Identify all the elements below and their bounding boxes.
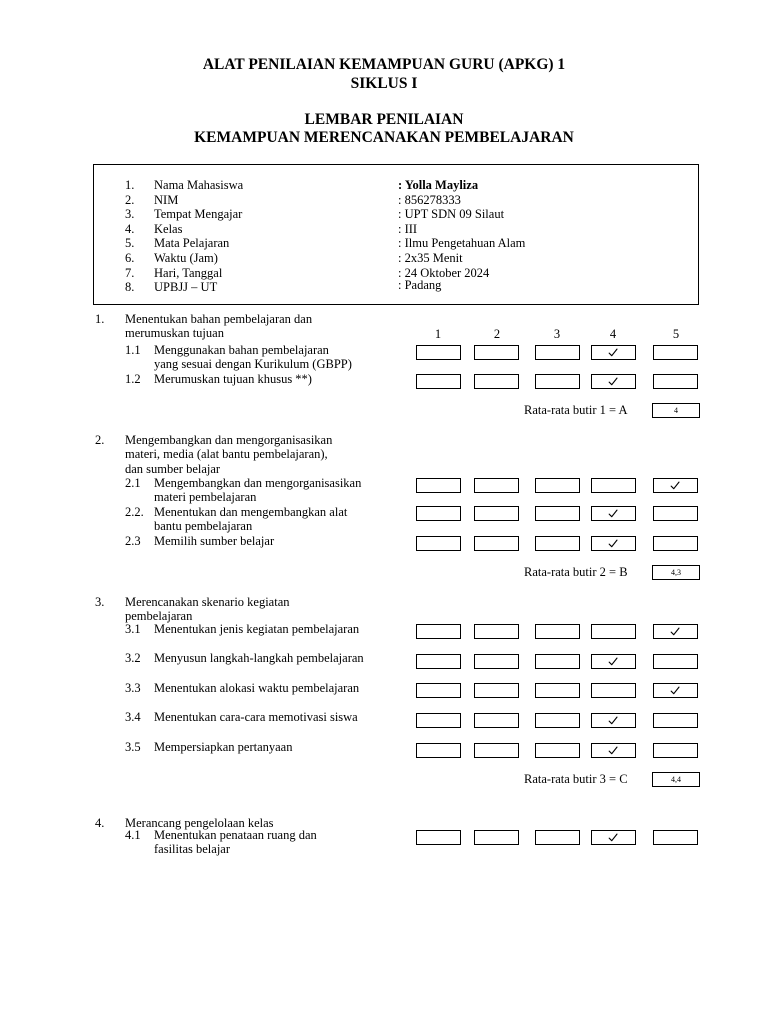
score-box-2[interactable]: [474, 743, 519, 758]
item-number: 3.2: [125, 651, 141, 665]
score-box-3[interactable]: [535, 743, 580, 758]
info-number: 6.: [125, 251, 135, 265]
score-box-1[interactable]: [416, 654, 461, 669]
score-box-2[interactable]: [474, 624, 519, 639]
score-box-5[interactable]: [653, 478, 698, 493]
average-label: Rata-rata butir 3 = C: [524, 772, 628, 786]
section-title: pembelajaran: [125, 609, 193, 624]
score-box-5[interactable]: [653, 654, 698, 669]
score-box-3[interactable]: [535, 654, 580, 669]
item-number: 3.4: [125, 710, 141, 724]
info-label: UPBJJ – UT: [154, 280, 218, 295]
score-box-5[interactable]: [653, 713, 698, 728]
item-text: Menggunakan bahan pembelajaran: [154, 343, 329, 357]
info-value: : Padang: [398, 278, 442, 293]
item-number: 2.3: [125, 534, 141, 548]
item-text: Menentukan cara-cara memotivasi siswa: [154, 710, 358, 724]
info-label: Kelas: [154, 221, 183, 236]
score-box-3[interactable]: [535, 713, 580, 728]
score-box-3[interactable]: [535, 506, 580, 521]
score-box-3[interactable]: [535, 830, 580, 845]
cycle-title: SIKLUS I: [350, 75, 418, 92]
check-mark-icon: [592, 537, 635, 550]
info-label: Nama Mahasiswa: [154, 178, 244, 192]
check-mark-icon: [592, 831, 635, 844]
score-box-2[interactable]: [474, 345, 519, 360]
score-box-5[interactable]: [653, 743, 698, 758]
score-box-2[interactable]: [474, 654, 519, 669]
info-value: : III: [398, 221, 418, 236]
info-label: Mata Pelajaran: [154, 236, 230, 251]
item-text: Menentukan jenis kegiatan pembelajaran: [154, 622, 360, 636]
check-mark-icon: [592, 375, 635, 388]
item-text: fasilitas belajar: [154, 842, 231, 857]
score-box-4[interactable]: [591, 536, 636, 551]
info-value: : Ilmu Pengetahuan Alam: [398, 236, 526, 251]
score-box-4[interactable]: [591, 713, 636, 728]
section-number: 2.: [95, 433, 105, 447]
section-number: 4.: [95, 816, 105, 830]
section-title: Menentukan bahan pembelajaran dan: [125, 312, 313, 326]
score-box-1[interactable]: [416, 478, 461, 493]
item-number: 3.3: [125, 681, 141, 695]
score-box-5[interactable]: [653, 345, 698, 360]
score-box-1[interactable]: [416, 624, 461, 639]
score-box-4[interactable]: [591, 743, 636, 758]
score-box-2[interactable]: [474, 478, 519, 493]
item-text: Menyusun langkah-langkah pembelajaran: [154, 651, 364, 665]
score-box-1[interactable]: [416, 345, 461, 360]
score-box-2[interactable]: [474, 830, 519, 845]
form-title: ALAT PENILAIAN KEMAMPUAN GURU (APKG) 1: [202, 56, 566, 73]
score-box-2[interactable]: [474, 506, 519, 521]
info-number: 4.: [125, 221, 135, 236]
check-mark-icon: [592, 744, 635, 757]
score-box-1[interactable]: [416, 743, 461, 758]
item-number: 3.5: [125, 740, 141, 754]
info-number: 8.: [125, 280, 135, 295]
info-number: 7.: [125, 265, 135, 280]
score-box-1[interactable]: [416, 506, 461, 521]
score-box-2[interactable]: [474, 374, 519, 389]
item-text: Mengembangkan dan mengorganisasikan: [154, 476, 362, 490]
score-box-5[interactable]: [653, 506, 698, 521]
score-box-5[interactable]: [653, 374, 698, 389]
check-mark-icon: [654, 479, 697, 492]
score-box-3[interactable]: [535, 478, 580, 493]
score-box-3[interactable]: [535, 683, 580, 698]
item-text: Merumuskan tujuan khusus **): [154, 372, 312, 386]
score-box-4[interactable]: [591, 506, 636, 521]
average-value-box[interactable]: 4: [652, 403, 700, 418]
check-mark-icon: [592, 655, 635, 668]
section-number: 1.: [95, 312, 105, 326]
item-number: 2.1: [125, 476, 141, 490]
score-box-4[interactable]: [591, 624, 636, 639]
item-number: 1.2: [125, 372, 141, 386]
item-text: Menentukan alokasi waktu pembelajaran: [154, 681, 360, 695]
check-mark-icon: [654, 625, 697, 638]
score-box-2[interactable]: [474, 683, 519, 698]
section-title: Merencanakan skenario kegiatan: [125, 595, 290, 609]
item-number: 2.2.: [125, 505, 144, 519]
score-box-3[interactable]: [535, 374, 580, 389]
info-label: Tempat Mengajar: [154, 207, 243, 222]
average-label: Rata-rata butir 2 = B: [524, 565, 628, 579]
info-value: : Yolla Mayliza: [398, 178, 479, 192]
score-box-1[interactable]: [416, 830, 461, 845]
score-box-3[interactable]: [535, 624, 580, 639]
item-number: 4.1: [125, 828, 141, 842]
check-mark-icon: [592, 346, 635, 359]
score-box-1[interactable]: [416, 374, 461, 389]
score-box-5[interactable]: [653, 536, 698, 551]
item-text: Menentukan dan mengembangkan alat: [154, 505, 348, 519]
info-value: : 856278333: [398, 192, 461, 207]
section-title: materi, media (alat bantu pembelajaran),: [125, 447, 328, 462]
score-box-5[interactable]: [653, 683, 698, 698]
check-mark-icon: [654, 684, 697, 697]
info-number: 1.: [125, 178, 135, 192]
score-box-5[interactable]: [653, 624, 698, 639]
info-number: 5.: [125, 236, 135, 251]
info-value: : UPT SDN 09 Silaut: [398, 207, 505, 222]
sheet-title: LEMBAR PENILAIAN: [304, 111, 464, 128]
section-title: merumuskan tujuan: [125, 326, 224, 341]
score-box-2[interactable]: [474, 536, 519, 551]
score-box-1[interactable]: [416, 683, 461, 698]
score-box-4[interactable]: [591, 478, 636, 493]
item-text: Memilih sumber belajar: [154, 534, 275, 548]
info-number: 2.: [125, 192, 135, 207]
score-column-header: 5: [672, 327, 680, 341]
item-text: materi pembelajaran: [154, 490, 257, 505]
section-title: Merancang pengelolaan kelas: [125, 816, 274, 830]
score-box-5[interactable]: [653, 830, 698, 845]
check-mark-icon: [592, 507, 635, 520]
score-box-4[interactable]: [591, 345, 636, 360]
score-column-header: 1: [434, 327, 442, 341]
score-box-4[interactable]: [591, 830, 636, 845]
info-label: Waktu (Jam): [154, 251, 218, 265]
item-text: Mempersiapkan pertanyaan: [154, 740, 293, 754]
info-value: : 2x35 Menit: [398, 251, 463, 265]
section-title: Mengembangkan dan mengorganisasikan: [125, 433, 333, 447]
sheet-subtitle: KEMAMPUAN MERENCANAKAN PEMBELAJARAN: [194, 129, 574, 146]
section-number: 3.: [95, 595, 105, 609]
average-label: Rata-rata butir 1 = A: [524, 403, 628, 417]
score-box-1[interactable]: [416, 536, 461, 551]
average-value-box[interactable]: 4,4: [652, 772, 700, 787]
item-text: bantu pembelajaran: [154, 519, 253, 534]
item-text: Menentukan penataan ruang dan: [154, 828, 317, 842]
info-number: 3.: [125, 207, 135, 222]
score-column-header: 3: [553, 327, 561, 341]
score-column-header: 4: [609, 327, 617, 341]
score-box-4[interactable]: [591, 654, 636, 669]
check-mark-icon: [592, 714, 635, 727]
item-number: 1.1: [125, 343, 141, 357]
score-column-header: 2: [493, 327, 501, 341]
score-box-3[interactable]: [535, 345, 580, 360]
item-text: yang sesuai dengan Kurikulum (GBPP): [154, 357, 352, 372]
item-number: 3.1: [125, 622, 141, 636]
score-box-1[interactable]: [416, 713, 461, 728]
section-title: dan sumber belajar: [125, 461, 221, 476]
info-value: : 24 Oktober 2024: [398, 265, 490, 280]
score-box-3[interactable]: [535, 536, 580, 551]
info-label: NIM: [154, 192, 179, 207]
score-box-2[interactable]: [474, 713, 519, 728]
average-value-box[interactable]: 4,3: [652, 565, 700, 580]
score-box-4[interactable]: [591, 683, 636, 698]
score-box-4[interactable]: [591, 374, 636, 389]
info-label: Hari, Tanggal: [154, 265, 223, 280]
